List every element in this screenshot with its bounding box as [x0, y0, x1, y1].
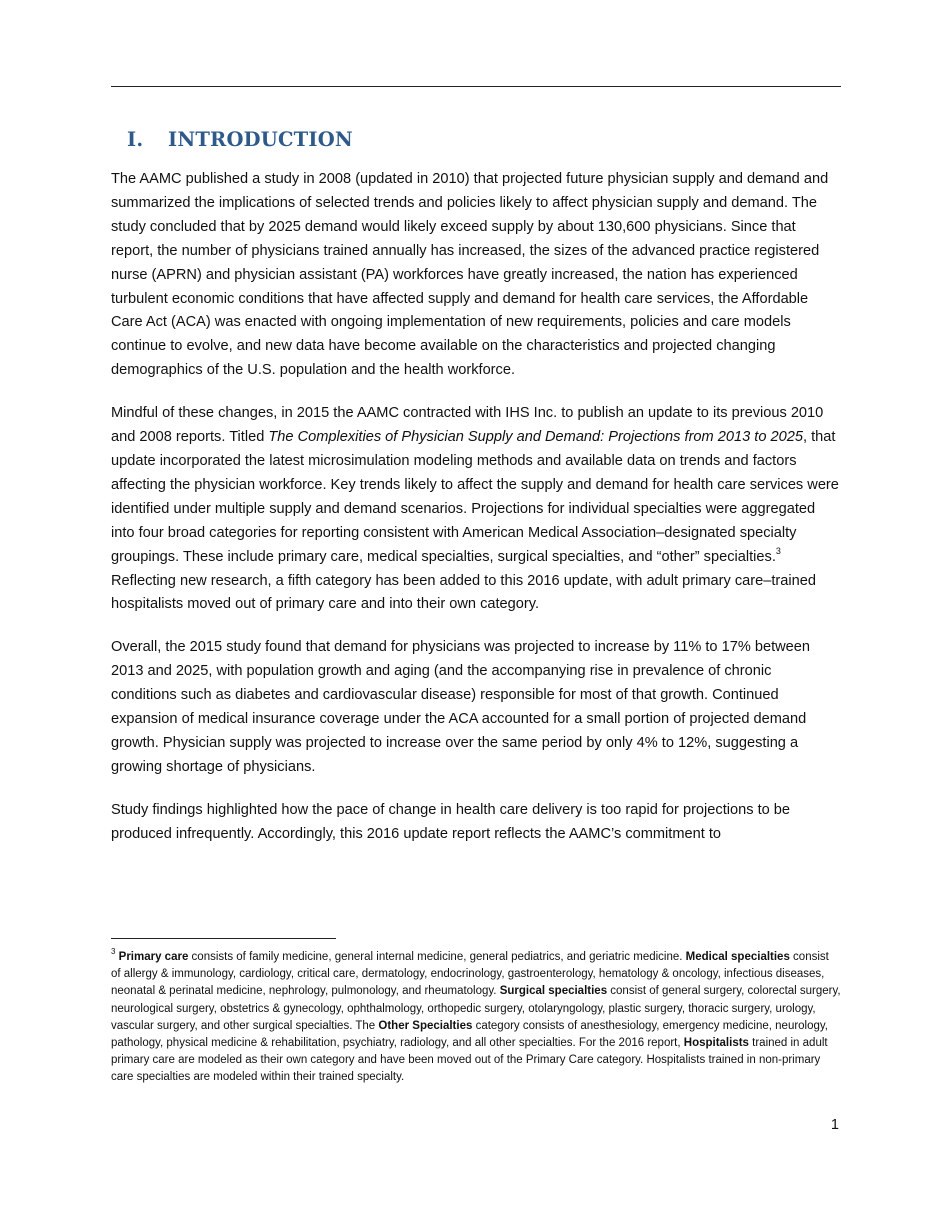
paragraph-2-part-1: Mindful of these changes, in 2015 the AAMC contracted with IHS Inc. to publish an update to its previous 2010 and 2008 reports. Titled — [111, 405, 824, 446]
footnote-text-5: trained in adult primary care are modeled as their own category and have been moved out of the Primary Care category. Hospitalists trained in non-primary care specialties are modeled within their trained specialty. — [111, 1037, 828, 1084]
footnote-text-4: category consists of anesthesiology, emergency medicine, neurology, pathology, physical medicine & rehabilitation, psychiatry, radiology, and all other specialties. For the 2016 report, — [111, 1019, 828, 1050]
footnote-term-primary-care: Primary care — [118, 951, 189, 963]
footnote-term-medical-specialties: Medical specialties — [685, 951, 790, 963]
paragraph-2-part-2: , that update incorporated the latest microsimulation modeling methods and available data on trends and factors affecting the physician workforce. Key trends likely to affect the supply and demand for health care services were identified under multiple supply and demand scenarios. Projections for individual specialties were aggregated into four broad categories for reporting consistent with American Medical Association–designated specialty groupings. These include primary care, medical specialties, surgical specialties, and “other” specialties. — [111, 429, 839, 565]
footnote-separator — [111, 938, 336, 939]
paragraph-1: The AAMC published a study in 2008 (updated in 2010) that projected future physician supply and demand and summarized the implications of selected trends and policies likely to affect physician supply and demand. The study concluded that by 2025 demand would likely exceed supply by about 130,600 physicians. Since that report, the number of physicians trained annually has increased, the sizes of the advanced practice registered nurse (APRN) and physician assistant (PA) workforces have greatly increased, the nation has experienced turbulent economic conditions that have affected supply and demand for health care services, the Affordable Care Act (ACA) was enacted with ongoing implementation of new requirements, policies and care models continue to evolve, and new data have become available on the characteristics and projected changing demographics of the U.S. population and the health workforce. — [111, 171, 829, 379]
footnote-reference: 3 — [775, 545, 781, 556]
footnote-term-hospitalists: Hospitalists — [683, 1037, 749, 1050]
paragraph-3: Overall, the 2015 study found that demand for physicians was projected to increase by 11% to 17% between 2013 and 2025, with population growth and aging (and the accompanying rise in prevalence of chronic conditions such as diabetes and cardiovascular disease) responsible for most of that growth. Continued expansion of medical insurance coverage under the ACA accounted for a small portion of projected demand growth. Physician supply was projected to increase over the same period by only 4% to 12%, suggesting a growing shortage of physicians. — [111, 639, 811, 775]
footnote-term-surgical-specialties: Surgical specialties — [499, 985, 608, 998]
body-text — [111, 168, 841, 866]
footnote-term-other-specialties: Other Specialties — [378, 1019, 473, 1032]
footnote-text-3: consist of general surgery, colorectal surgery, neurological surgery, obstetrics & gynecology, ophthalmology, orthopedic surgery, otolaryngology, plastic surgery, thoracic surgery, urology, vascular surgery, and other surgical specialties. The — [111, 985, 841, 1032]
header-rule — [111, 86, 841, 87]
section-heading — [127, 128, 353, 151]
section-title: INTRODUCTION — [168, 128, 353, 151]
footnote — [111, 949, 841, 1087]
paragraph-2-part-3: Reflecting new research, a fifth category has been added to this 2016 update, with adult primary care–trained hospitalists moved out of primary care and into their own category. — [111, 572, 816, 613]
page-number: 1 — [830, 1117, 839, 1133]
paragraph-2 — [111, 402, 841, 617]
footnote-text-2: consist of allergy & immunology, cardiology, critical care, dermatology, endocrinology, gastroenterology, hematology & oncology, infectious diseases, neonatal & perinatal medicine, nephrology, pulmonology, and rheumatology. — [111, 951, 829, 998]
paragraph-4: Study findings highlighted how the pace of change in health care delivery is too rapid for projections to be produced infrequently. Accordingly, this 2016 update report reflects the AAMC’s commitment to — [111, 801, 791, 842]
footnote-text-1: consists of family medicine, general internal medicine, general pediatrics, and geriatric medicine. — [188, 951, 686, 963]
report-title-italic: The Complexities of Physician Supply and Demand: Projections from 2013 to 2025 — [268, 429, 803, 446]
footnote-marker: 3 — [111, 947, 116, 957]
section-number: I. — [127, 128, 144, 151]
